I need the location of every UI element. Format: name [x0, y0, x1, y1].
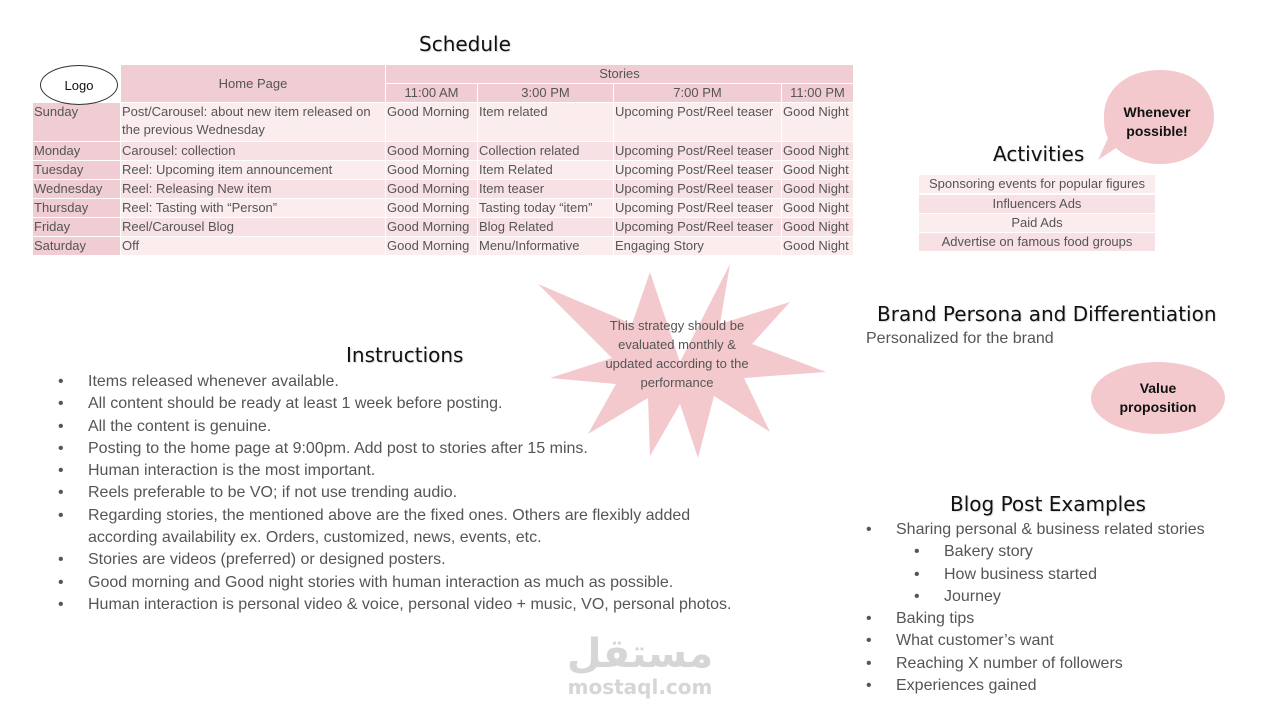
story-cell: Good Night [782, 237, 853, 255]
activity-item: Advertise on famous food groups [919, 233, 1155, 251]
table-row [33, 161, 853, 179]
home-cell: Reel: Tasting with “Person” [121, 199, 385, 217]
story-cell: Good Morning [386, 180, 477, 198]
story-cell: Tasting today “item” [478, 199, 613, 217]
blog-title: Blog Post Examples [950, 492, 1146, 516]
home-page-header: Home Page [121, 65, 385, 102]
story-cell: Upcoming Post/Reel teaser [614, 180, 781, 198]
table-row [33, 142, 853, 160]
time-header: 3:00 PM [478, 84, 613, 102]
story-cell: Good Morning [386, 218, 477, 236]
story-cell: Good Morning [386, 161, 477, 179]
list-item: • Items released whenever available. [88, 371, 748, 393]
day-cell: Monday [33, 142, 120, 160]
schedule-title: Schedule [419, 32, 511, 56]
instructions-list [88, 371, 748, 616]
list-item: • All content should be ready at least 1 week before posting. [88, 393, 748, 415]
story-cell: Item teaser [478, 180, 613, 198]
list-item: • What customer’s want [896, 630, 1205, 652]
day-cell: Tuesday [33, 161, 120, 179]
list-item: • Reels preferable to be VO; if not use trending audio. [88, 482, 748, 504]
list-item: • Sharing personal & business related stories [896, 519, 1205, 541]
schedule-table [32, 64, 854, 256]
time-header: 11:00 PM [782, 84, 853, 102]
story-cell: Good Morning [386, 237, 477, 255]
sub-list-item: • How business started [896, 564, 1205, 586]
day-cell: Friday [33, 218, 120, 236]
stories-header: Stories [386, 65, 853, 83]
activity-item: Influencers Ads [919, 195, 1155, 213]
table-row [33, 199, 853, 217]
story-cell: Upcoming Post/Reel teaser [614, 103, 781, 141]
story-cell: Engaging Story [614, 237, 781, 255]
list-item: • All the content is genuine. [88, 416, 748, 438]
sub-list-item: • Journey [896, 586, 1205, 608]
story-cell: Item related [478, 103, 613, 141]
list-item: • Baking tips [896, 608, 1205, 630]
story-cell: Collection related [478, 142, 613, 160]
story-cell: Good Night [782, 142, 853, 160]
strategy-note: This strategy should be evaluated monthly & updated according to the performance [605, 318, 749, 390]
story-cell: Upcoming Post/Reel teaser [614, 142, 781, 160]
persona-subtitle: Personalized for the brand [866, 330, 1054, 347]
time-header: 7:00 PM [614, 84, 781, 102]
home-cell: Carousel: collection [121, 142, 385, 160]
table-row [33, 237, 853, 255]
table-row [33, 103, 853, 141]
story-cell: Good Night [782, 103, 853, 141]
day-cell: Sunday [33, 103, 120, 141]
activities-title: Activities [993, 142, 1085, 166]
table-row [33, 218, 853, 236]
story-cell: Good Night [782, 199, 853, 217]
table-row [33, 180, 853, 198]
watermark-arabic: مستقل [566, 631, 714, 677]
persona-title: Brand Persona and Differentiation [877, 302, 1217, 326]
story-cell: Upcoming Post/Reel teaser [614, 161, 781, 179]
story-cell: Upcoming Post/Reel teaser [614, 218, 781, 236]
home-cell: Post/Carousel: about new item released on the previous Wednesday [121, 103, 385, 141]
story-cell: Good Night [782, 180, 853, 198]
watermark-latin: mostaql.com [567, 675, 713, 699]
story-cell: Good Morning [386, 103, 477, 141]
day-cell: Thursday [33, 199, 120, 217]
home-cell: Reel/Carousel Blog [121, 218, 385, 236]
story-cell: Menu/Informative [478, 237, 613, 255]
day-cell: Saturday [33, 237, 120, 255]
list-item: • Reaching X number of followers [896, 653, 1205, 675]
home-cell: Off [121, 237, 385, 255]
home-cell: Reel: Upcoming item announcement [121, 161, 385, 179]
story-cell: Good Morning [386, 199, 477, 217]
list-item: • Regarding stories, the mentioned above are the fixed ones. Others are flexibly added according availability ex. Orders, customized, news, events, etc. [88, 505, 748, 550]
list-item: • Stories are videos (preferred) or designed posters. [88, 549, 748, 571]
sub-list-item: • Bakery story [896, 541, 1205, 563]
story-cell: Good Morning [386, 142, 477, 160]
list-item: • Experiences gained [896, 675, 1205, 697]
value-proposition-label: Value proposition [1119, 380, 1197, 415]
instructions-title: Instructions [346, 343, 464, 367]
activity-item: Paid Ads [919, 214, 1155, 232]
day-cell: Wednesday [33, 180, 120, 198]
list-item: • Human interaction is the most important. [88, 460, 748, 482]
value-proposition-bubble [1091, 362, 1225, 434]
list-item: • Good morning and Good night stories with human interaction as much as possible. [88, 572, 748, 594]
story-cell: Good Night [782, 218, 853, 236]
blog-list [896, 519, 1205, 697]
story-cell: Good Night [782, 161, 853, 179]
home-cell: Reel: Releasing New item [121, 180, 385, 198]
logo-placeholder: Logo [40, 65, 118, 105]
story-cell: Upcoming Post/Reel teaser [614, 199, 781, 217]
list-item: • Human interaction is personal video & voice, personal video + music, VO, personal photos. [88, 594, 748, 616]
story-cell: Item Related [478, 161, 613, 179]
activity-item: Sponsoring events for popular figures [919, 175, 1155, 193]
watermark [560, 632, 720, 698]
time-header: 11:00 AM [386, 84, 477, 102]
story-cell: Blog Related [478, 218, 613, 236]
whenever-possible-bubble: Whenever possible! [1123, 104, 1191, 139]
list-item: • Posting to the home page at 9:00pm. Add post to stories after 15 mins. [88, 438, 748, 460]
